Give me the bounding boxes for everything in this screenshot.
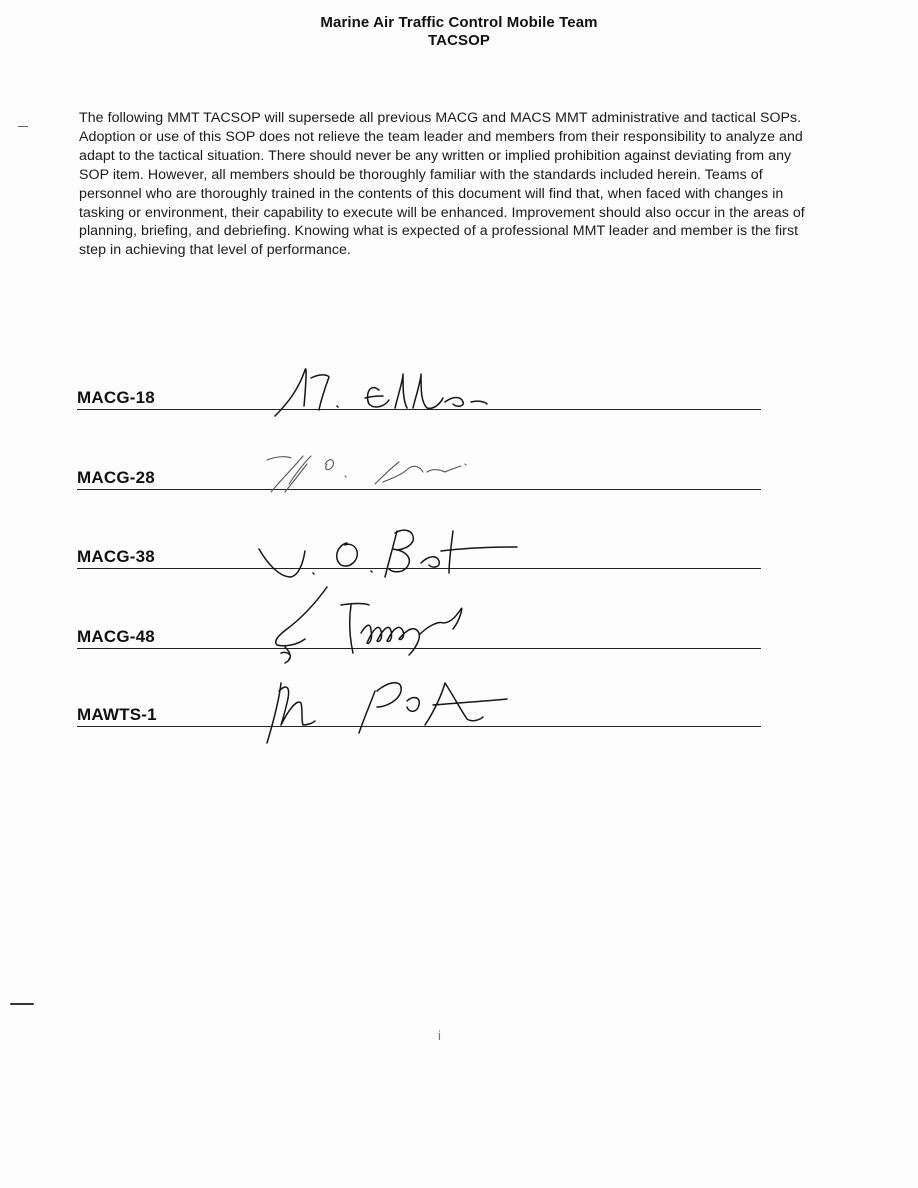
signature-label: MACG-28 [77, 468, 155, 487]
signature-label: MACG-48 [77, 627, 155, 646]
document-title [0, 14, 918, 50]
intro-paragraph: The following MMT TACSOP will supersede all previous MACG and MACS MMT administrative and tactical SOPs. Adoption or use of this SOP does not relieve the team leader and members from their responsibility to analyze and adapt to the tactical situation. There should never be any written or implied prohibition against deviating from any SOP item. However, all members should be thoroughly familiar with the standards included herein. Teams of personnel who are thoroughly trained in the contents of this document will find that, when faced with changes in tasking or environment, their capability to execute will be enhanced. Improvement should also occur in the areas of planning, briefing, and debriefing. Knowing what is expected of a professional MMT leader and member is the first step in achieving that level of performance. [79, 110, 805, 259]
signature-row-macg-48 [77, 589, 761, 649]
handwritten-signature-macg-18 [257, 344, 557, 424]
page-number: i [438, 1028, 441, 1043]
handwritten-signature-macg-38 [257, 503, 557, 583]
scan-speck [10, 1003, 34, 1005]
signature-row-mawts-1 [77, 667, 761, 727]
handwritten-signature-macg-28 [257, 424, 557, 504]
title-line-2: TACSOP [428, 32, 490, 49]
scan-speck [18, 126, 28, 127]
signature-label: MACG-38 [77, 547, 155, 566]
signature-row-macg-28 [77, 430, 761, 490]
signature-label: MACG-18 [77, 388, 155, 407]
handwritten-signature-mawts-1 [257, 661, 557, 741]
title-line-1: Marine Air Traffic Control Mobile Team [320, 14, 598, 31]
signature-label: MAWTS-1 [77, 705, 157, 724]
signature-row-macg-38 [77, 509, 761, 569]
signature-row-macg-18 [77, 350, 761, 410]
handwritten-signature-macg-48 [257, 583, 557, 663]
